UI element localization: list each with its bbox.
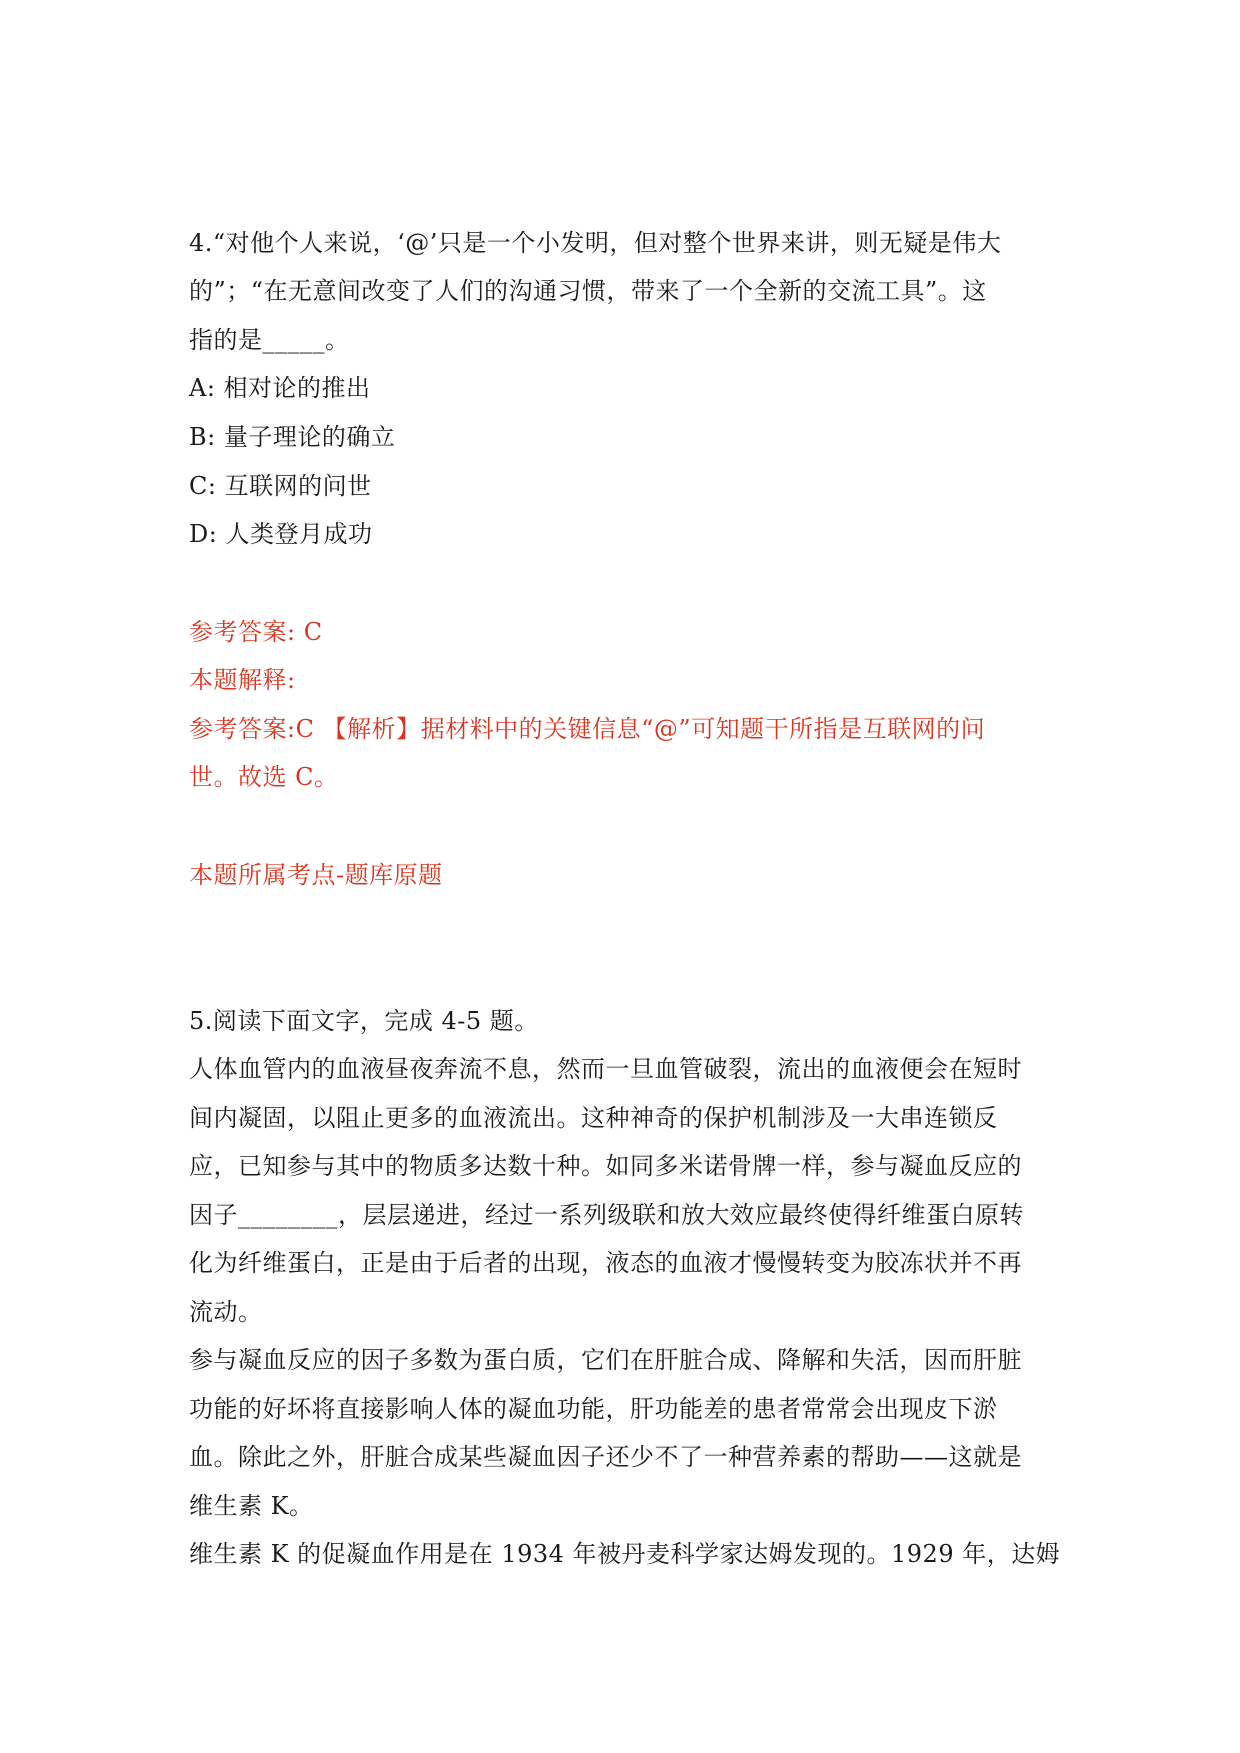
question-4-stem-line-1: 4.“对他个人来说，‘@’只是一个小发明，但对整个世界来讲，则无疑是伟大 bbox=[189, 229, 1002, 257]
passage-line-10: 维生素 K。 bbox=[189, 1492, 314, 1520]
passage-line-4: 因子________，层层递进，经过一系列级联和放大效应最终使得纤维蛋白原转 bbox=[189, 1201, 1024, 1229]
passage-line-3: 应，已知参与其中的物质多达数十种。如同多米诺骨牌一样，参与凝血反应的 bbox=[189, 1152, 1022, 1180]
passage-line-1: 人体血管内的血液昼夜奔流不息，然而一旦血管破裂，流出的血液便会在短时 bbox=[189, 1055, 1022, 1083]
option-b: B: 量子理论的确立 bbox=[189, 423, 396, 451]
option-d: D: 人类登月成功 bbox=[189, 520, 373, 548]
passage-line-6: 流动。 bbox=[189, 1298, 263, 1326]
passage-line-2: 间内凝固，以阻止更多的血液流出。这种神奇的保护机制涉及一大串连锁反 bbox=[189, 1104, 998, 1132]
explanation-line-1: 参考答案:C 【解析】据材料中的关键信息“@”可知题干所指是互联网的问 bbox=[189, 715, 986, 743]
passage-line-9: 血。除此之外，肝脏合成某些凝血因子还少不了一种营养素的帮助——这就是 bbox=[189, 1443, 1022, 1471]
passage-line-7: 参与凝血反应的因子多数为蛋白质，它们在肝脏合成、降解和失活，因而肝脏 bbox=[189, 1346, 1022, 1374]
explanation-label: 本题解释: bbox=[189, 666, 296, 694]
question-4-stem-line-3: 指的是_____。 bbox=[189, 326, 350, 354]
question-5-stem: 5.阅读下面文字，完成 4-5 题。 bbox=[189, 1007, 539, 1035]
option-a: A: 相对论的推出 bbox=[189, 374, 371, 402]
explanation-line-2: 世。故选 C。 bbox=[189, 763, 339, 791]
option-c: C: 互联网的问世 bbox=[189, 472, 372, 500]
question-4-stem-line-2: 的”；“在无意间改变了人们的沟通习惯，带来了一个全新的交流工具”。这 bbox=[189, 277, 987, 305]
passage-line-11: 维生素 K 的促凝血作用是在 1934 年被丹麦科学家达姆发现的。1929 年，达姆 bbox=[189, 1540, 1061, 1568]
passage-line-8: 功能的好坏将直接影响人体的凝血功能，肝功能差的患者常常会出现皮下淤 bbox=[189, 1395, 998, 1423]
topic-label: 本题所属考点-题库原题 bbox=[189, 861, 443, 889]
reference-answer: 参考答案: C bbox=[189, 618, 323, 646]
passage-line-5: 化为纤维蛋白，正是由于后者的出现，液态的血液才慢慢转变为胶冻状并不再 bbox=[189, 1249, 1022, 1277]
